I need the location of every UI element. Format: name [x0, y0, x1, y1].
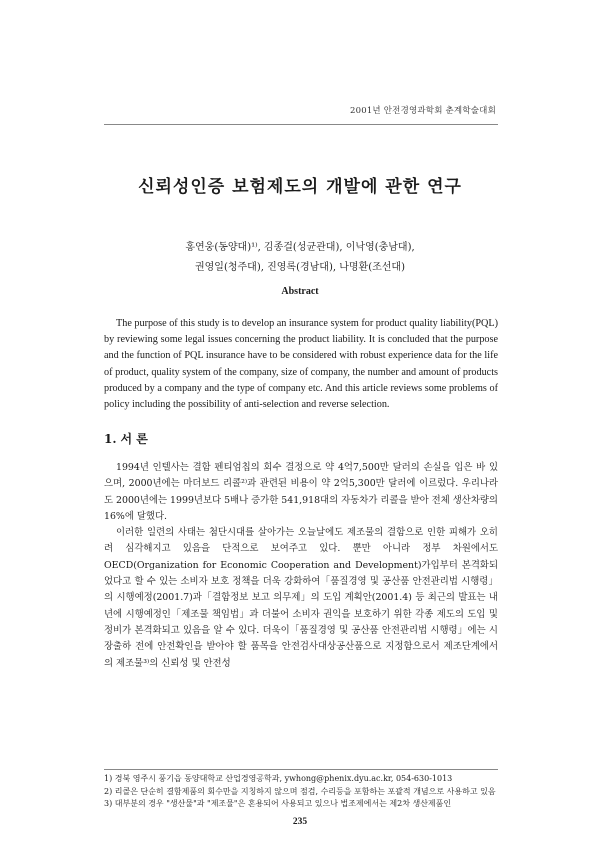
- body-paragraph: 1994년 인텔사는 결함 펜티엄칩의 회수 결정으로 약 4억7,500만 달러의 손실을 입은 바 있으며, 2000년에는 마더보드 리콜²⁾과 관련된 비용이 약 2억5,300만 달러에 이르렀다. 우리나라도 2000년에는 1999년보다 5배나 증가한 541,918대의 자동차가 리콜을 받아 전체 생산차량의 16%에 달했다.: [104, 462, 498, 522]
- footnote-item: 2) 리콜은 단순히 결함제품의 회수만을 지칭하지 않으며 점검, 수리등을 포함하는 포괄적 개념으로 사용하고 있음: [104, 786, 496, 796]
- section-number: 1.: [104, 432, 117, 446]
- footnote-item: 1) 경북 영주시 풍기읍 동양대학교 산업경영공학과, ywhong@phenix.dyu.ac.kr, 054-630-1013: [104, 774, 453, 783]
- header-rule: [104, 124, 498, 125]
- footnote-item: 3) 대부분의 경우 "생산물"과 "제조물"은 혼용되어 사용되고 있으나 법조제에서는 제2차 생산제품인: [104, 799, 452, 808]
- footnote-rule: [104, 769, 498, 770]
- section-heading: [104, 430, 148, 447]
- abstract-heading: Abstract: [281, 286, 319, 297]
- author-list: [0, 238, 600, 278]
- page-number: 235: [292, 817, 308, 827]
- paper-title: 신뢰성인증 보험제도의 개발에 관한 연구: [138, 177, 462, 197]
- section-body: [104, 460, 498, 672]
- author-line-2: 권영일(청주대), 진영록(경남대), 나명환(조선대): [194, 262, 405, 273]
- author-line-1: 홍연웅(동양대)¹⁾, 김종걸(성균관대), 이낙영(충남대),: [185, 242, 415, 253]
- running-header: 2001년 안전경영과학회 춘계학술대회: [350, 106, 496, 116]
- section-title: 서 론: [120, 432, 148, 446]
- body-paragraph: 이러한 일련의 사태는 첨단시대를 살아가는 오늘날에도 제조물의 결함으로 인한 피해가 오히려 심각해지고 있음을 단적으로 보여주고 있다. 뿐만 아니라 정부 차원에서도 OECD(Organization for Economic Cooperation and Development)가입부터 본격화되었다고 할 수 있는 소비자 보호 정책을 더욱 강화하여「품질경영 및 공산품 안전관리법 시행령」의 시행예정(2001.7)과「결함정보 보고 의무제」의 도입 계획안(2001.4) 등 최근의 발표는 내년에 시행예정인「제조물 책임법」과 더불어 소비자 권익을 보호하기 위한 각종 제도의 도입 및 정비가 본격화되고 있음을 알 수 있다. 더욱이「품질경영 및 공산품 안전관리법 시행령」에는 시장출하 전에 안전확인을 받아야 할 품목을 안전검사대상공산품으로 지정함으로서 제조단계에서의 제조물³⁾의 신뢰성 및 안전성: [104, 527, 498, 669]
- abstract-text: The purpose of this study is to develop an insurance system for product quality liability(PQL) by reviewing some legal issues concerning the product liability. It is concluded that the purpose and the function of PQL insurance have to be considered with robust experience data for the life of product, quality system of the company, size of company, the number and amount of products produced by a company and the type of company etc. And this article reviews some problems of policy including the possibility of anti-selection and reverse selection.: [104, 318, 498, 411]
- footnotes: [104, 773, 498, 811]
